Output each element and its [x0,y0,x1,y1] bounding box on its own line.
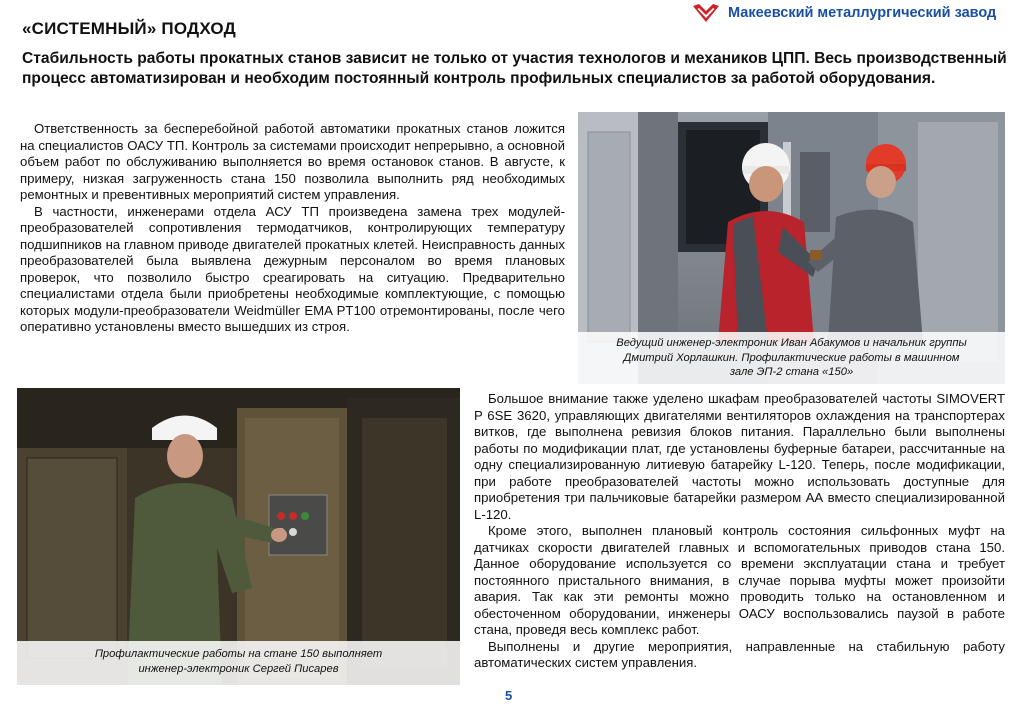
right-paragraph-1: Большое внимание также уделено шкафам преобразователей частоты SIMOVERT P 6SE 3620, управляющих двигателями вентиляторов охлаждения на транспортерах витков, где выполнена ревизия блоков питания. Параллельно были выполнены работы по модификации плат, где установлены буферные батареи, рассчитанные на одну специализированную литиевую батарейку L-120. Теперь, после модификации, при работе преобразователей частоты можно использовать доступные для приобретения три пальчиковые батарейки размером АА вместо специализированной L-120. [474,391,1005,522]
section-title: «СИСТЕМНЫЙ» ПОДХОД [22,19,236,38]
caption-line: Ведущий инженер-электроник Иван Абакумов и начальник группы [616,337,967,349]
photo-engineers-machine-hall [578,112,1005,384]
photo-top-caption [578,332,1005,384]
left-paragraph-1: Ответственность за бесперебойной работой автоматики прокатных станов ложится на специалистов ОАСУ ТП. Контроль за системами происходит непрерывно, а основной объем работ по обслуживанию выполняется во время остановок станов. В августе, к примеру, низкая загруженность стана 150 позволила выполнить ряд необходимых ремонтных и превентивных мероприятий систем управления. [20,121,565,202]
page-number: 5 [505,688,513,703]
caption-line: Дмитрий Хорлашкин. Профилактические работы в машинном [623,351,960,364]
photo-engineer-mill-150 [17,388,460,685]
right-column [474,391,1005,672]
right-paragraph-3: Выполнены и другие мероприятия, направленные на стабильную работу автоматических систем управления. [474,638,1005,670]
caption-line: Профилактические работы на стане 150 выполняет [94,648,383,660]
left-paragraph-2: В частности, инженерами отдела АСУ ТП произведена замена трех модулей-преобразователей сопротивления термодатчиков, контролирующих температуру подшипников на главном приводе двигателей прокатных клетей. Неисправность данных преобразователей была выявлена дежурным персоналом во время плановых проверок, что позволило быстро среагировать на ситуацию. Предварительно специалистами отдела были приобретены необходимые комплектующие, с помощью которых модули-преобразователи Weidmüller EMA PT100 отремонтированы, после чего оперативно установлены вместо вышедших из строя. [20,203,565,334]
left-column [20,121,565,336]
brand-name: Макеевский металлургический завод [728,5,997,21]
right-paragraph-2: Кроме этого, выполнен плановый контроль состояния сильфонных муфт на датчиках скорости двигателей главных и вспомогательных приводов стана 150. Данное оборудование используется со времени эксплуатации стана и требует постоянного пристального внимания, в случае порыва муфты может произойти авария. Так как эти ремонты можно проводить только на остановленном и обесточенном оборудовании, инженеры ОАСУ воспользовались паузой в работе стана, проведя весь комплекс работ. [474,523,1005,637]
caption-line: зале ЭП-2 стана «150» [729,366,854,378]
photo-bottom-caption [17,641,460,685]
mmz-logo-icon [692,3,720,23]
lead-paragraph: Стабильность работы прокатных станов зависит не только от участия технологов и механиков ЦПП. Весь производственный процесс автоматизирован и необходим постоянный контроль профильных специалистов за работой оборудования. [22,50,1007,87]
caption-line: инженер-электроник Сергей Писарев [138,662,339,675]
brand-header [692,2,1012,24]
